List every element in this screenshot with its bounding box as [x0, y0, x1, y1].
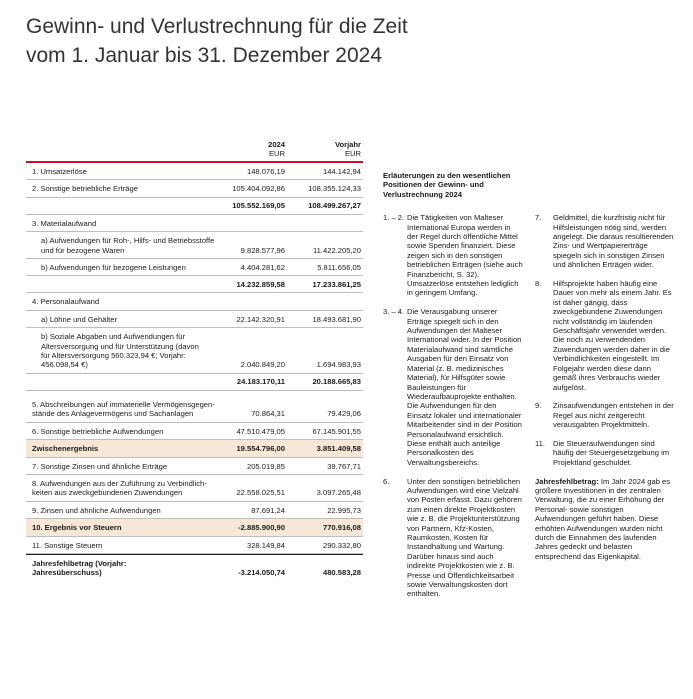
- note-item: 11. Die Steueraufwendungen sind häufig der Steuergesetzgebung im Projektland geschuldet.: [535, 438, 670, 467]
- note-item: 1. – 2. Die Tätigkeiten von Malteser International Europa werden in der Regel durch öffentliche Mittel sowie Spenden finanziert. Diese zeigen sich in den sonstigen betrieblichen Erträgen (siehe auch Finanzbericht, S. 32). Umsatzerlöse entstehen lediglich in geringem Umfang.: [383, 213, 523, 298]
- note-item: 8. Hilfsprojekte haben häufig eine Dauer von mehr als einem Jahr. Es ist daher gängig, dass zweckgebundene Zuwendungen nicht vollständig im laufenden Geschäftsjahr verwendet werden. Die noch zu verwendenden Zuwendungen werden daher in die Verbindlichkeiten eingestellt. Im Folgejahr werden diese dann gemäß ihres Verbrauchs wieder aufgelöst.: [535, 279, 672, 392]
- title-line-2: vom 1. Januar bis 31. Dezember 2024: [26, 44, 383, 67]
- title-line-1: Gewinn- und Verlustrechnung für die Zeit: [26, 15, 408, 38]
- page-title: [26, 12, 446, 70]
- table-header: [26, 138, 363, 161]
- note-item: 9. Zinsaufwendungen entstehen in der Regel aus nicht zeitgerecht verausgabten Projektmitteln.: [535, 401, 674, 430]
- table-row: 2. Sonstige betriebliche Erträge 105.404.092,86 108.355.124,33: [26, 180, 363, 197]
- table-row: 7. Sonstige Zinsen und ähnliche Erträge 205.019,85 39.767,71: [26, 458, 363, 475]
- annual-result-row: Jahresfehlbetrag (Vorjahr: Jahresüberschuss) -3.214.050,74 480.583,28: [26, 554, 363, 581]
- table-row: b) Soziale Abgaben und Aufwendungen für Altersversorgung und für Unterstützung (davon für Altersversorgung 560.323,94 €; Vorjahr: 456.098,54 €) 2.040.849,20 1.694.983,93: [26, 328, 363, 374]
- section-heading-row: 4. Personalaufwand: [26, 293, 363, 310]
- note-item: 3. – 4. Die Verausgabung unserer Erträge spiegelt sich in den Aufwendungen der Malteser International wider. In der Position Materialaufwand sind sämtliche Ausgaben für den Einsatz von Material (z. B. medizinisches Material), für Hilfsgüter sowie Bauleistungen für Wiederaufbauprojekte enthalten. Die Aufwendungen für den Einsatz lokaler und internationaler Mitarbeitender sind in der Position Personalaufwand ersichtlich. Diese enthält auch anteilige Personalkosten des Verwaltungsbereichs.: [383, 307, 522, 467]
- explanations-section: [383, 171, 683, 608]
- subtotal-row: 105.552.169,05 108.499.267,27: [26, 198, 363, 215]
- subtotal-row: 14.232.859,58 17.233.861,25: [26, 276, 363, 293]
- notes-heading: Erläuterungen zu den wesentlichen Positionen der Gewinn- und Verlustrechnung 2024: [383, 171, 511, 199]
- annual-deficit-label: Jahresfehlbetrag:: [535, 476, 599, 486]
- table-row: 8. Aufwendungen aus der Zuführung zu Verbindlich-keiten aus zweckgebundenen Zuwendungen 22.558.025,51 3.097.265,48: [26, 475, 363, 502]
- table-row: 9. Zinsen und ähnliche Aufwendungen 87.691,24 22.995,73: [26, 502, 363, 519]
- table-row: 5. Abschreibungen auf immaterielle Vermögensgegen-stände des Anlagevermögens und Sachanlagen 70.864,31 79.429,06: [26, 391, 363, 423]
- table-row: b) Aufwendungen für bezogene Leistungen 4.404.281,62 5.811.656,05: [26, 259, 363, 276]
- annual-deficit-text: Im Jahr 2024 gab es größere Investitionen in der zentralen Verwaltung, die zu einer Erhöhung der Personal- sowie sonstigen Aufwendungen geführt haben. Diese erhöhten Aufwendungen wurden nicht durch die Einnahmen des laufenden Jahres gedeckt und belasten entsprechend das Eigenkapital.: [535, 476, 671, 561]
- table-row: 11. Sonstige Steuern 328.149,84 290.332,80: [26, 537, 363, 554]
- subtotal-row: 24.183.170,11 20.188.665,83: [26, 374, 363, 391]
- table-row: a) Löhne und Gehälter 22.142.320,91 18.493.681,90: [26, 311, 363, 328]
- note-item: 7. Geldmittel, die kurzfristig nicht für Hilfsleistungen nötig sind, werden angelegt. Die daraus resultierenden Zins- und Wertpapiererträge spiegeln sich in sonstigen Zinsen und ähnlichen Erträgen wider.: [535, 213, 674, 270]
- note-item: 6. Unter den sonstigen betrieblichen Aufwendungen wird eine Vielzahl von Posten erfasst. Dazu gehören zum einen direkte Projektkosten wie z. B. die Projektunterstützung von Partnern, Kfz-Kosten, Raumkosten, Kosten für Instandhaltung und Wartung. Darüber hinaus sind auch indirekte Projektkosten wie z. B. Presse und Öffentlichkeitsarbeit sowie Verwaltungskosten dort enthalten.: [383, 476, 522, 599]
- column-header-2024: 2024 EUR: [268, 140, 285, 159]
- table-row: 6. Sonstige betriebliche Aufwendungen 47.510.479,05 67.145.901,55: [26, 423, 363, 440]
- table-row: 1. Umsatzerlöse 148.076,19 144.142,94: [26, 163, 363, 180]
- table-row: a) Aufwendungen für Roh-, Hilfs- und Betriebsstoffe und für bezogene Waren 9.828.577,96 11.422.205,20: [26, 232, 363, 259]
- result-before-tax-row: 10. Ergebnis vor Steuern -2.885.900,90 770.916,08: [26, 519, 363, 536]
- income-statement-table: [26, 138, 363, 581]
- section-heading-row: 3. Materialaufwand: [26, 215, 363, 232]
- notes-column-right: [535, 213, 675, 608]
- interim-result-row: Zwischenergebnis 19.554.796,00 3.851.409,58: [26, 440, 363, 457]
- annual-deficit-note: [535, 477, 675, 562]
- notes-column-left: [383, 213, 523, 608]
- column-header-vorjahr: Vorjahr EUR: [334, 140, 361, 159]
